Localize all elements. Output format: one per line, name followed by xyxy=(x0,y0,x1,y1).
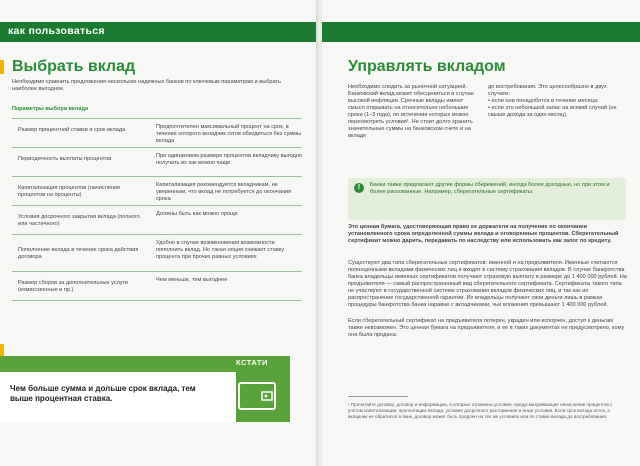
wallet-icon-graphic xyxy=(240,384,274,408)
exclamation-icon: ! xyxy=(354,183,364,193)
table-row xyxy=(12,176,302,205)
section-header-bar xyxy=(322,22,640,42)
paragraph-bearer-loss: Если сберегательный сертификат на предъявителя потерян, украден или испорчен, доступ к деньгам также невозможен. Это ценная бумага на предъявителя, и ее в таких документах не предусмотрено, кому она была продана. xyxy=(348,318,625,338)
table-row xyxy=(12,118,302,147)
column-2-intro: до востребования. Это целесообразно в двух случаях: xyxy=(488,84,607,97)
list-item-text: если они понадобятся в течение месяца; xyxy=(491,98,599,104)
section-header-bar xyxy=(0,22,318,42)
column-2 xyxy=(488,84,628,119)
recommendation-cell: Должны быть как можно проще xyxy=(156,211,238,217)
paragraph-certificate-types: Существуют два типа сберегательных сертификатов: именной и на предъявителя. Именные считаются полноценными вкладами физических лиц и входят в систему страхования вкладов. В случае банкротства банка владельцы именных сертификатов получают страховую выплату в размере до 1 400 000 рублей. На предъявителя — самый распространенный вид сберегательного сертификата. Сертификаты такого типа не участвуют в государственной системе страхования вкладов физических лиц, и так как их распространение государственной гарантии. Их владельцы получают свои деньги лишь в рамках процедуры банкротства банка наравне с вкладчиками, чьи вложения превышают 1 400 000 рублей. xyxy=(348,260,627,308)
list-item: • если они понадобятся в течение месяца; xyxy=(488,98,599,104)
param-cell: Условия досрочного закрытия вклада (полного или частичного) xyxy=(18,214,140,227)
param-cell: Периодичность выплаты процентов xyxy=(18,156,112,162)
table-title: Параметры выбора вклада xyxy=(12,106,89,112)
page-title: Выбрать вклад xyxy=(12,58,136,75)
recommendation-cell: Чем меньше, тем выгоднее xyxy=(156,277,228,283)
intro-text: Необходимо сравнить предложения нескольких надежных банков по ключевым параметрам и выбрать наиболее выгодное. xyxy=(12,79,282,92)
param-cell: Капитализация процентов (начисление процентов на проценты) xyxy=(18,185,121,198)
table-row xyxy=(12,234,302,271)
info-note xyxy=(348,178,626,220)
right-page xyxy=(322,0,640,466)
table-row xyxy=(12,205,302,234)
section-header-label: как пользоваться xyxy=(8,25,105,37)
callout-body xyxy=(0,372,236,422)
recommendation-cell: При одинаковом размере процентов вкладчику выгодно получать их как можно чаще xyxy=(156,153,302,166)
footnote-divider xyxy=(348,396,408,397)
param-cell: Пополнение вклада в течение срока действия договора xyxy=(18,247,139,260)
footnote: ¹ Прочитайте договор, договор и информацию, в которых отражены условия, предусматривающие начисление процентов с учетом капитализации, пролонгацию вклада, условия досрочного расторжения и иные условия. Если срок вклада истек, а вкладчик не обратился в банк, договор может быть продлен на тех же условиях или по ставке вклада до востребования. xyxy=(348,402,613,419)
accent-marker xyxy=(0,60,4,74)
recommendation-cell: Удобно в случае возникновения возможности пополнить вклад. Но такая опция снижает ставку процента при прочих равных условиях xyxy=(156,240,285,260)
list-item: • если это небольшой запас на всякий случай (не свыше дохода за один месяц). xyxy=(488,105,617,118)
paragraph-certificate: Это ценная бумага, удостоверяющая право ее держателя на получение по окончании установленного срока определенной суммы вклада и оговоренных процентов. Сберегательный сертификат можно дарить, передавать по наследству или использовать как залог по кредиту. xyxy=(348,224,619,244)
table-row xyxy=(12,271,302,301)
list-item-text: если это небольшой запас на всякий случай (не свыше дохода за один месяц). xyxy=(488,105,617,118)
callout-text: Чем больше сумма и дольше срок вклада, тем выше процентная ставка. xyxy=(10,384,196,403)
parameters-table xyxy=(12,118,302,301)
page-title: Управлять вкладом xyxy=(348,58,506,75)
recommendation-cell: Предпочтителен максимальный процент на срок, в течение которого вкладчик готов обходиться без суммы вклада xyxy=(156,124,302,144)
recommendation-cell: Капитализация рекомендуется вкладчикам, не уверенным, что вклад не потребуется до окончания срока xyxy=(156,182,292,202)
wallet-icon xyxy=(238,382,276,410)
note-text: Банки также предлагают другие формы сбережений, иногда более доходные, но при этом и более рискованные. Например, сберегательные сертификаты. xyxy=(370,182,610,195)
callout-tag: КСТАТИ xyxy=(236,358,268,367)
param-cell: Размер сборов за дополнительные услуги (комиссионные и пр.) xyxy=(18,280,128,293)
by-the-way-callout xyxy=(0,356,290,422)
column-1-text: Необходимо следить за рыночной ситуацией. Банковский вклад может обесцениться в случае высокой инфляции. Срочные вклады имеют смысл открывать на относительно небольшие сроки (1–3 года), по истечении которых можно пересмотреть условия¹. Не стоит долго хранить значительные суммы на банковском счете и на вкладе xyxy=(348,84,474,139)
table-row xyxy=(12,147,302,176)
param-cell: Размер процентной ставки и срок вклада xyxy=(18,127,126,133)
left-page xyxy=(0,0,318,466)
